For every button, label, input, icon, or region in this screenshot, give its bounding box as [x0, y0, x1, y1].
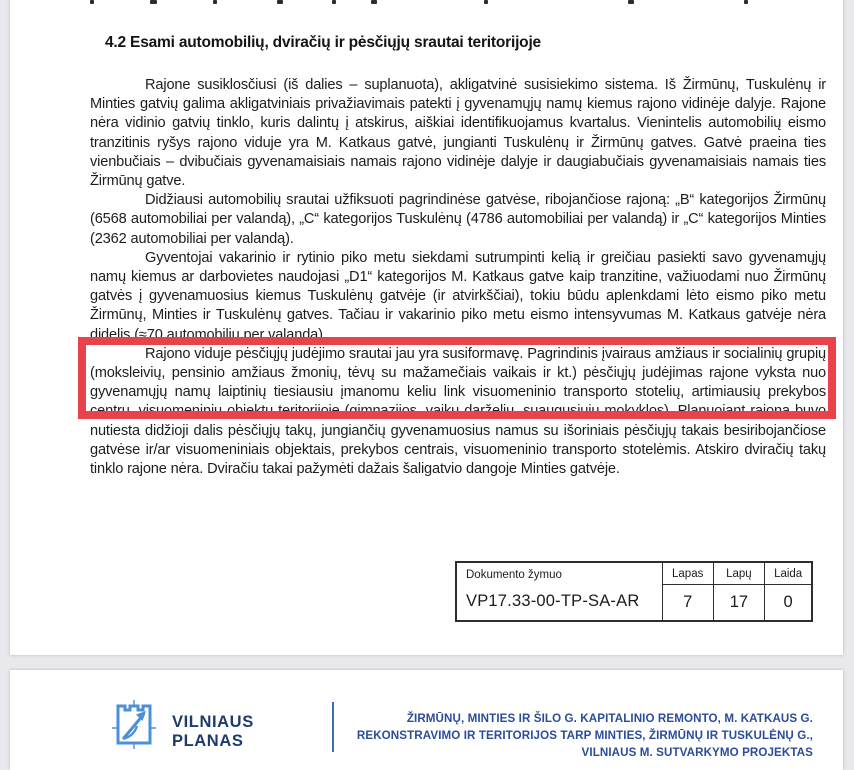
document-stamp-table: [455, 561, 813, 622]
lapu-value: 17: [729, 593, 749, 611]
project-title-line: REKONSTRAVIMO IR TERITORIJOS TARP MINTIES, ŽIRMŪNŲ IR TUSKULĖNŲ G.,: [356, 729, 813, 742]
red-highlight-box: [78, 337, 836, 419]
logo-word-2: PLANAS: [172, 732, 244, 750]
cut-text-fragment: [213, 0, 217, 4]
section-heading: 4.2 Esami automobilių, dviračių ir pėsčiųjų srautai teritorijoje: [105, 34, 541, 51]
laida-value: 0: [783, 593, 793, 611]
paragraph-pedestrian-flows: Rajono viduje pėsčiųjų judėjimo srautai jau yra susiformavę. Pagrindinis įvairaus amžiaus ir socialinių grupių (moksleivių, pensinio amžiaus žmonių, tėvų su mažamečiais vaikais ir kt.) pėsčiųjų judėjimas rajone vyksta nuo gyvenamųjų namų laiptinių tiesiausiu įmanomu keliu link visuomeninio transporto stotelių, artimiausių prekybos centrų, visuomeninių objektų teritorijoje (gimnazijos, vaikų darželių, suaugusiųjų mokyklos). Planuojant rajoną buvo nutiesta didžioji dalis pėsčiųjų takų, jungiančių gyvenamuosius namus su išoriniais pėsčiųjų takais besiribojančiose gatvėse ir/ar visuomeniniais objektais, prekybos centrais, visuomeninio transporto stotelėmis. Atskiro dviračių takų tinklo rajone nėra. Dviračiu takai pažymėti dažais šaligatvio dangoje Minties gatvėje.: [90, 345, 826, 478]
logo-word-1: VILNIAUS: [172, 713, 254, 731]
paragraph-traffic-counts: Didžiausi automobilių srautai užfiksuoti pagrindinėse gatvėse, ribojančiose rajoną: „B“ kategorijos Žirmūnų (6568 automobiliai per valandą), „C“ kategorijos Tuskulėnų (4786 automobiliai per valandą) ir „C“ kategorijos Minties (2362 automobiliai per valandą).: [90, 192, 826, 247]
project-title-block: [343, 710, 813, 761]
cut-text-fragment: [277, 0, 283, 4]
cut-text-fragment: [90, 0, 94, 4]
vilniaus-planas-logo-icon: [110, 698, 158, 750]
cut-text-fragment: [484, 0, 488, 4]
paragraph-traffic-system: Rajone susiklosčiusi (iš dalies – suplanuota), akligatvinė susisiekimo sistema. Iš Žirmūnų, Tuskulėnų ir Minties gatvių galima akligatviniais privažiavimais patekti į gyvenamųjų namų kiemus rajono vidinėje dalyje. Rajone nėra vidinio gatvių tinklo, kuris dalintų į atskirus, aiškiai identifikuojamus kvartalus. Vienintelis automobilių eismo tranzitinis ryšys rajono viduje yra M. Katkaus gatvė, jungianti Tuskulėnų ir Žirmūnų gatves. Gatvė praeina ties vienbučiais – dvibučiais gyvenamaisiais namais rajono vidinėje dalyje ir daugiabučiais gyvenamaisiais namais ties Žirmūnų gatve.: [90, 77, 826, 190]
project-title-line: VILNIAUS M. SUTVARKYMO PROJEKTAS: [581, 746, 813, 759]
laida-header: Laida: [765, 563, 811, 585]
cut-text-fragment: [150, 0, 157, 4]
lapas-header: Lapas: [663, 563, 713, 585]
stamp-col-laida: [764, 563, 811, 620]
paragraph-peak-transit: Gyventojai vakarinio ir rytinio piko metu siekdami sutrumpinti kelią ir greičiau pasiekti savo gyvenamųjų namų kiemus ar darbovietes naudojasi „D1“ kategorijos M. Katkaus gatve kaip tranzitine, važiuodami nuo Žirmūnų gatvės į gyvenamuosius kiemus Tuskulėnų gatvėje (ir atvirkščiai), tokiu būdu aplenkdami lėto eismo piko metu Žirmūnų, Minties ir Tuskulėnų gatves. Tačiau ir vakarinio piko metu eismo intensyvumas M. Katkaus gatvėje nėra didelis (≈70 automobilių per valandą).: [90, 249, 826, 343]
cut-text-fragment: [628, 0, 634, 4]
cut-text-fragment: [744, 0, 748, 4]
stamp-col-lapas: [663, 563, 713, 620]
next-page-header: [10, 670, 843, 770]
doc-mark-value: VP17.33-00-TP-SA-AR: [466, 592, 640, 610]
lapu-header: Lapų: [714, 563, 765, 585]
doc-mark-label: Dokumento žymuo: [466, 569, 562, 581]
stamp-col-lapu: [713, 563, 765, 620]
header-vertical-divider: [332, 702, 334, 752]
project-title-line: ŽIRMŪNŲ, MINTIES IR ŠILO G. KAPITALINIO REMONTO, M. KATKAUS G.: [406, 712, 813, 725]
cut-text-fragment: [371, 0, 377, 4]
document-page: [10, 0, 843, 655]
vilniaus-planas-wordmark: [172, 713, 254, 751]
lapas-value: 7: [683, 593, 693, 611]
cut-text-fragment: [332, 0, 336, 4]
stamp-doc-cell: [457, 563, 663, 620]
